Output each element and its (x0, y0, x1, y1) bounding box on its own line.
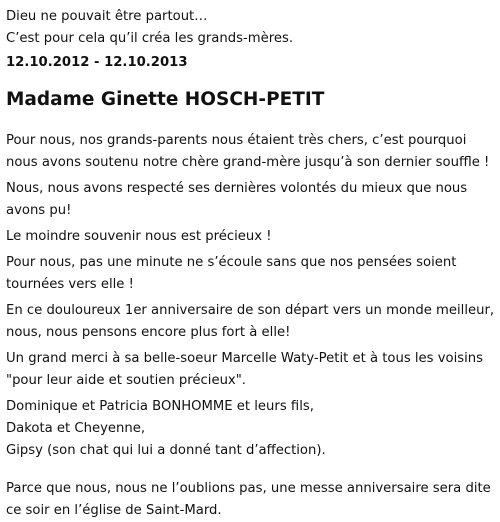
paragraph-line: avons pu! (6, 203, 72, 218)
paragraph-line: nous avons soutenu notre chère grand-mère jusqu’à son dernier souffle ! (6, 155, 490, 170)
closing-line: Parce que nous, nous ne l’oublions pas, une messe anniversaire sera dite (6, 481, 491, 496)
paragraph-line: "pour leur aide et soutien précieux". (6, 373, 246, 388)
paragraph-line: Pour nous, pas une minute ne s’écoule sans que nos pensées soient (6, 255, 457, 270)
paragraph-line: Un grand merci à sa belle-soeur Marcelle Waty-Petit et à tous les voisins (6, 351, 484, 366)
paragraph-4 (6, 252, 500, 296)
paragraph-line: tournées vers elle ! (6, 277, 134, 292)
paragraph-line: En ce douloureux 1er anniversaire de son départ vers un monde meilleur, (6, 303, 495, 318)
paragraph-line: Le moindre souvenir nous est précieux ! (6, 229, 272, 244)
signature-line: Gipsy (son chat qui lui a donné tant d’affection). (6, 443, 326, 458)
paragraph-5 (6, 300, 500, 344)
paragraph-line: Nous, nous avons respecté ses dernières volontés du mieux que nous (6, 181, 468, 196)
closing-line: ce soir en l’église de Saint-Mard. (6, 503, 222, 518)
paragraph-line: nous, nous pensons encore plus fort à elle! (6, 325, 291, 340)
dates: 12.10.2012 - 12.10.2013 (6, 55, 188, 70)
paragraph-6 (6, 348, 500, 392)
quote-line-1: Dieu ne pouvait être partout… (6, 9, 208, 24)
paragraph-1 (6, 130, 500, 174)
signature-block (6, 396, 500, 462)
paragraph-3 (6, 226, 500, 248)
closing-announcement (6, 478, 500, 522)
paragraph-line: Pour nous, nos grands-parents nous étaient très chers, c’est pourquoi (6, 133, 467, 148)
quote-line-2: C’est pour cela qu’il créa les grands-mères. (6, 31, 294, 46)
deceased-name: Madame Ginette HOSCH-PETIT (6, 89, 325, 110)
signature-line: Dominique et Patricia BONHOMME et leurs fils, (6, 399, 314, 414)
paragraph-2 (6, 178, 500, 222)
signature-line: Dakota et Cheyenne, (6, 421, 146, 436)
